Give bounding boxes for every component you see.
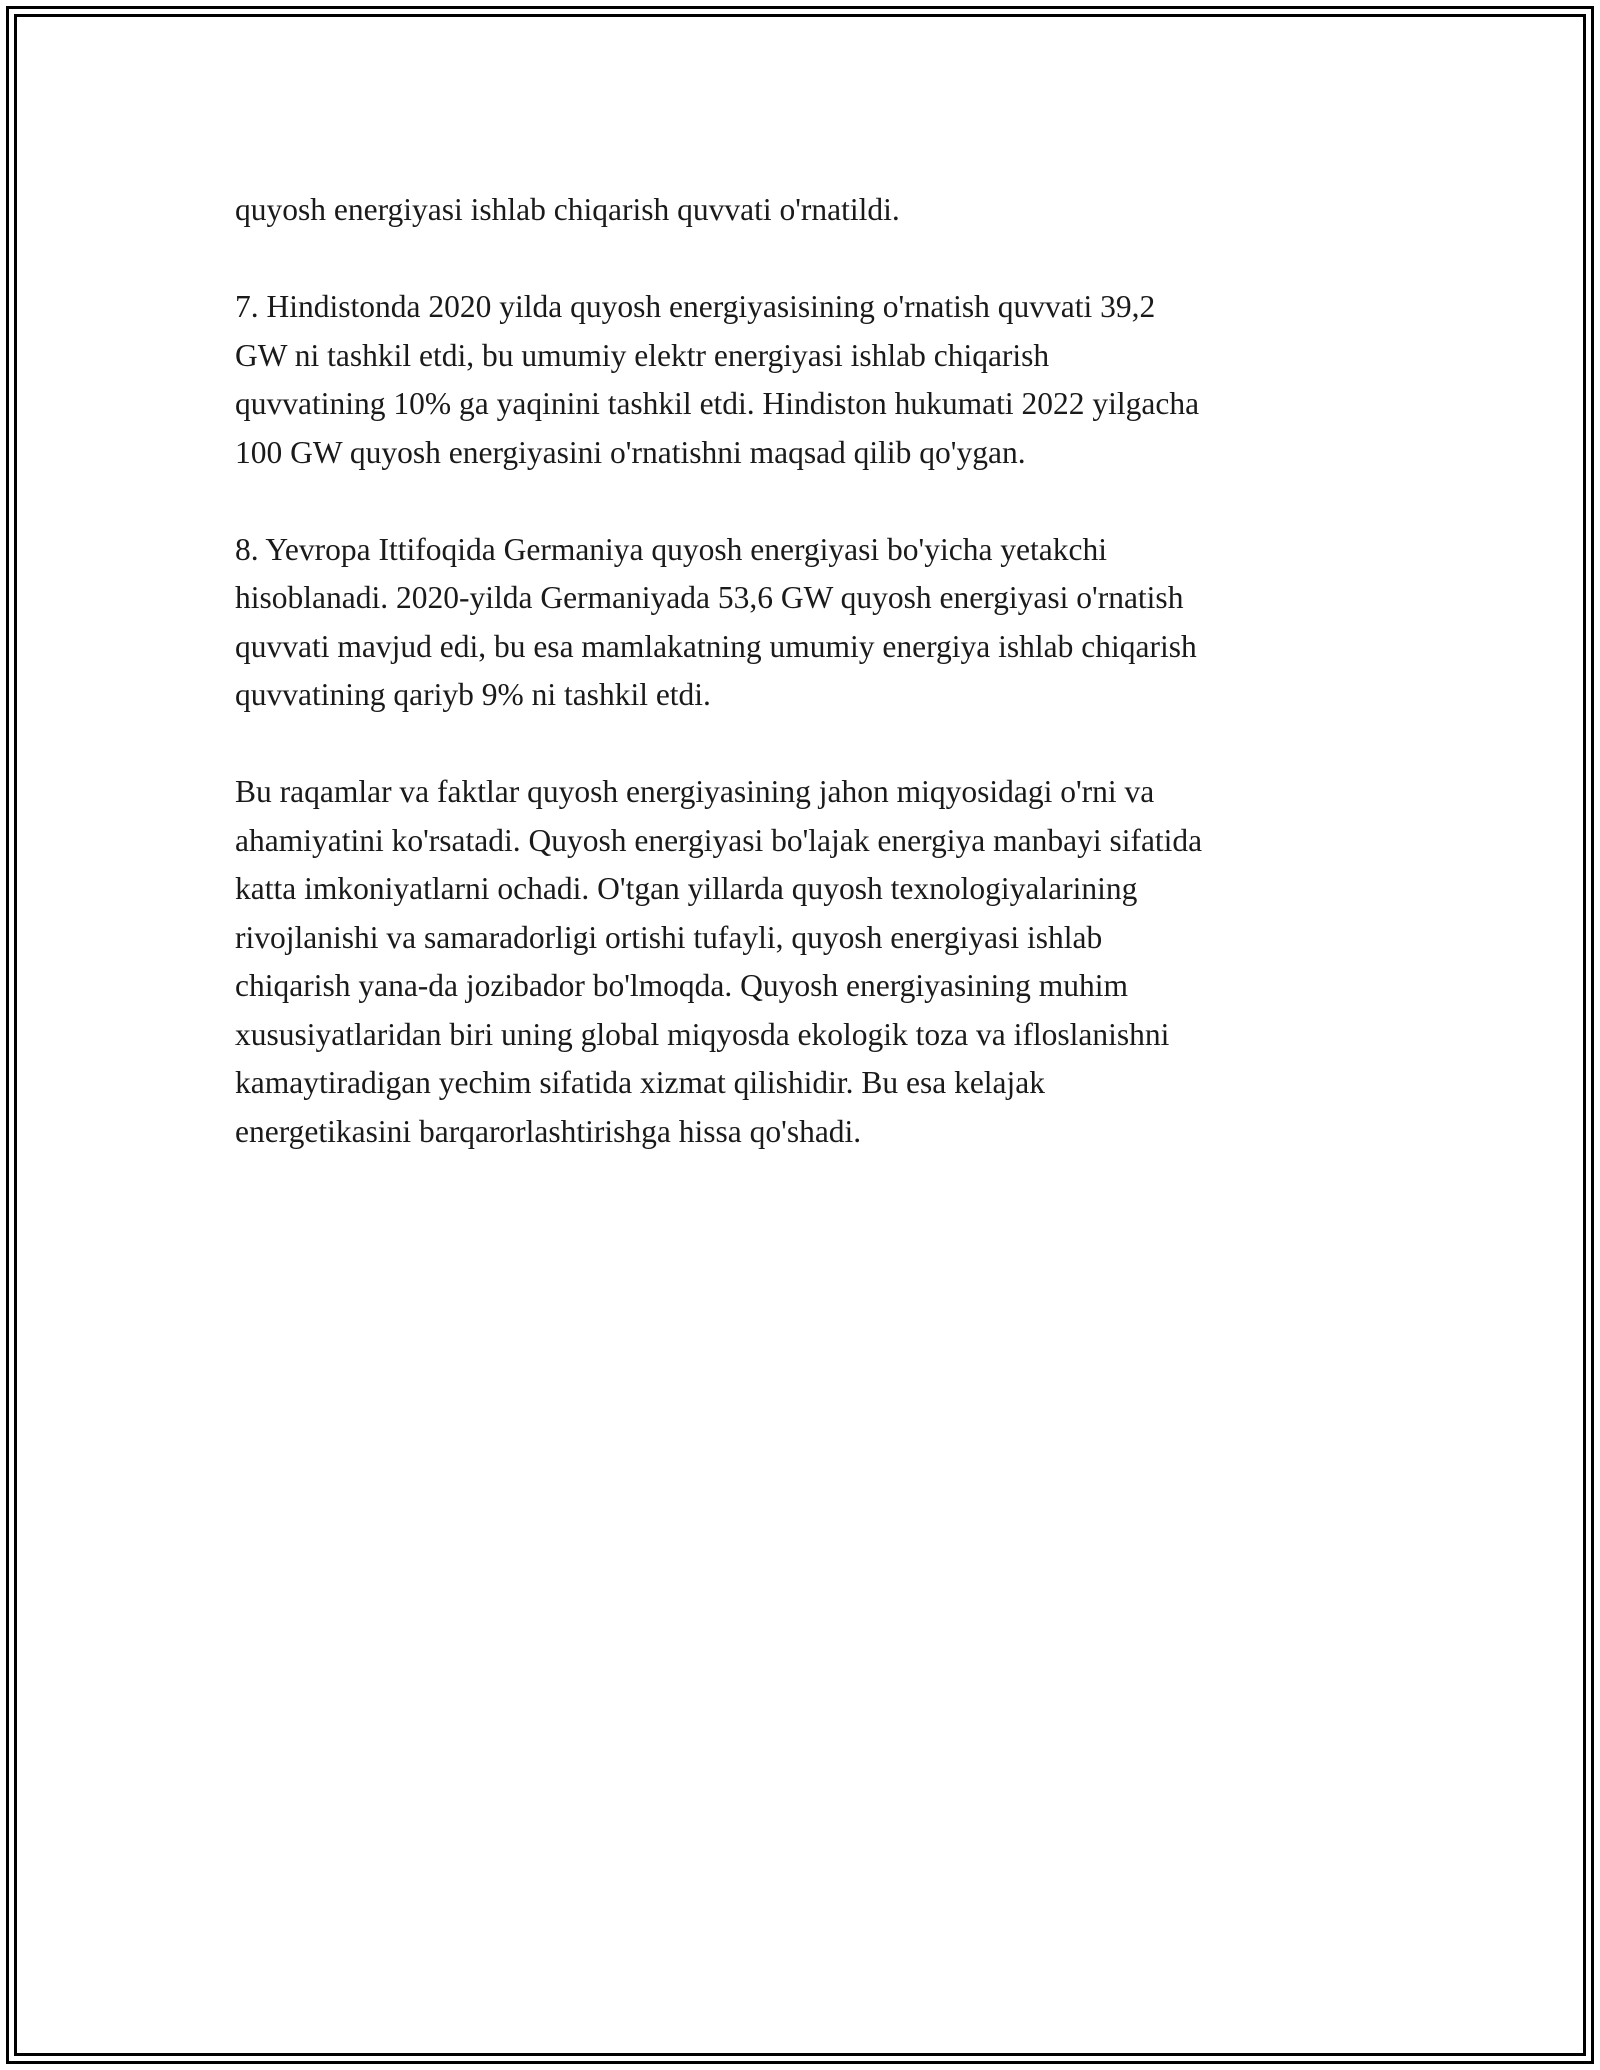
paragraph-item-7-india: 7. Hindistonda 2020 yilda quyosh energiyasisining o'rnatish quvvati 39,2 GW ni tashkil etdi, bu umumiy elektr energiyasi ishlab chiqarish quvvatining 10% ga yaqinini tashkil etdi. Hindiston hukumati 2022 yilgacha 100 GW quyosh energiyasini o'rnatishni maqsad qilib qo'ygan. xyxy=(235,289,1200,470)
paragraph-continuation: quyosh energiyasi ishlab chiqarish quvvati o'rnatildi. xyxy=(235,192,900,227)
paragraph-item-8-germany: 8. Yevropa Ittifoqida Germaniya quyosh energiyasi bo'yicha yetakchi hisoblanadi. 2020-yilda Germaniyada 53,6 GW quyosh energiyasi o'rnatish quvvati mavjud edi, bu esa mamlakatning umumiy energiya ishlab chiqarish quvvatining qariyb 9% ni tashkil etdi. xyxy=(235,531,1197,712)
paragraph-conclusion: Bu raqamlar va faktlar quyosh energiyasining jahon miqyosidagi o'rni va ahamiyatini ko'rsatadi. Quyosh energiyasi bo'lajak energiya manbayi sifatida katta imkoniyatlarni ochadi. O'tgan yillarda quyosh texnologiyalarining rivojlanishi va samaradorligi ortishi tufayli, quyosh energiyasi ishlab chiqarish yana-da jozibador bo'lmoqda. Quyosh energiyasining muhim xususiyatlaridan biri uning global miqyosda ekologik toza va ifloslanishni kamaytiradigan yechim sifatida xizmat qilishidir. Bu esa kelajak energetikasini barqarorlashtirishga hissa qo'shadi. xyxy=(235,774,1203,1149)
document-body xyxy=(235,186,1375,1205)
